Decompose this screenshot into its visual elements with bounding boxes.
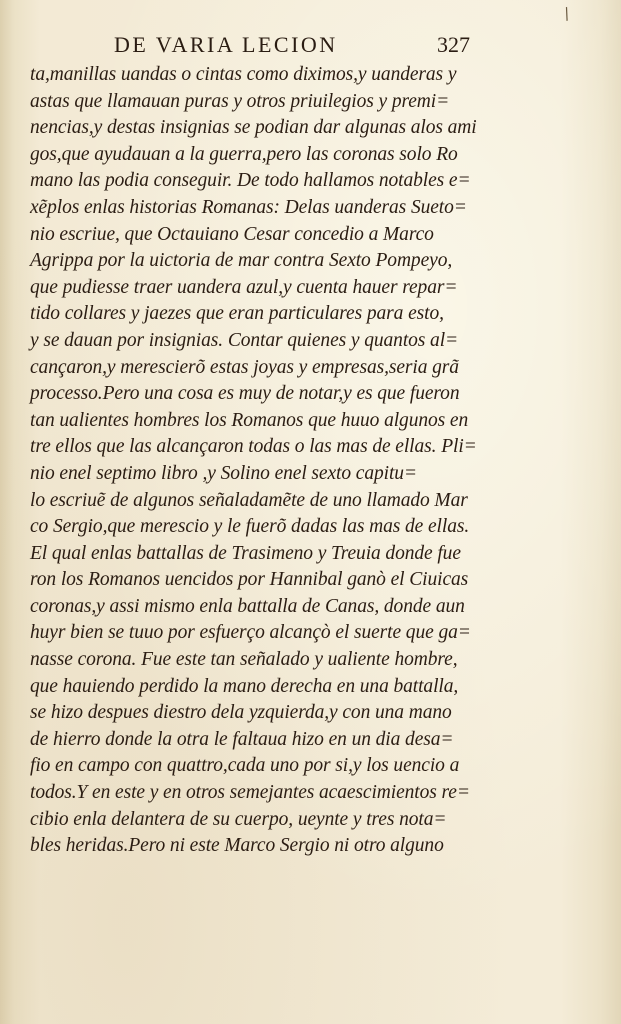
text-line: processo.Pero una cosa es muy de notar,y es que fueron — [30, 383, 460, 405]
text-line: coronas,y assi mismo enla battalla de Canas, donde aun — [30, 595, 465, 617]
text-line: de hierro donde la otra le faltaua hizo en un dia desa= — [30, 728, 454, 750]
text-line: mano las podia conseguir. De todo hallamos notables e= — [30, 170, 471, 192]
page-header — [114, 32, 474, 60]
text-line: nio escriue, que Octauiano Cesar concedio a Marco — [30, 223, 434, 245]
text-line: y se dauan por insignias. Contar quienes y quantos al= — [30, 329, 459, 351]
text-line: xẽplos enlas historias Romanas: Delas uanderas Sueto= — [30, 196, 467, 218]
text-line: Agrippa por la uictoria de mar contra Sexto Pompeyo, — [30, 250, 453, 272]
text-line: se hizo despues diestro dela yzquierda,y con una mano — [30, 702, 452, 724]
text-line: ron los Romanos uencidos por Hannibal ganò el Ciuicas — [30, 569, 469, 591]
text-line: todos.Y en este y en otros semejantes acaescimientos re= — [30, 782, 470, 804]
text-line: tan ualientes hombres los Romanos que huuo algunos en — [30, 409, 469, 431]
text-line: ta,manillas uandas o cintas como diximos,y uanderas y — [30, 64, 457, 85]
text-line: tre ellos que las alcançaron todas o las mas de ellas. Pli= — [30, 436, 477, 458]
text-line: nio enel septimo libro ,y Solino enel sexto capitu= — [30, 462, 417, 484]
text-line: nasse corona. Fue este tan señalado y ualiente hombre, — [30, 649, 458, 671]
text-line: gos,que ayudauan a la guerra,pero las coronas solo Ro — [30, 143, 458, 165]
text-line: co Sergio,que merescio y le fuerõ dadas las mas de ellas. — [30, 516, 470, 538]
page-number: 327 — [437, 32, 470, 57]
text-line: huyr bien se tuuo por esfuerço alcançò el suerte que ga= — [30, 622, 471, 644]
text-line: que pudiesse traer uandera azul,y cuenta hauer repar= — [30, 276, 458, 298]
corner-pencil-mark: / — [560, 3, 573, 24]
text-line: astas que llamauan puras y otros priuilegios y premi= — [30, 90, 450, 112]
body-text — [30, 62, 502, 860]
running-head: DE VARIA LECION — [114, 32, 338, 57]
text-line: cançaron,y merescierõ estas joyas y empresas,seria grã — [30, 356, 459, 378]
text-line: El qual enlas battallas de Trasimeno y Treuia donde fue — [30, 542, 461, 564]
text-line: bles heridas.Pero ni este Marco Sergio ni otro alguno — [30, 835, 444, 857]
text-line: cibio enla delantera de su cuerpo, ueynte y tres nota= — [30, 808, 447, 830]
text-line: lo escriuẽ de algunos señaladamẽte de uno llamado Mar — [30, 489, 468, 511]
text-line: fio en campo con quattro,cada uno por si,y los uencio a — [30, 755, 460, 777]
text-line: que hauiendo perdido la mano derecha en una battalla, — [30, 675, 459, 697]
text-line: tido collares y jaezes que eran particulares para esto, — [30, 303, 444, 325]
text-line: nencias,y destas insignias se podian dar algunas alos ami — [30, 117, 477, 139]
